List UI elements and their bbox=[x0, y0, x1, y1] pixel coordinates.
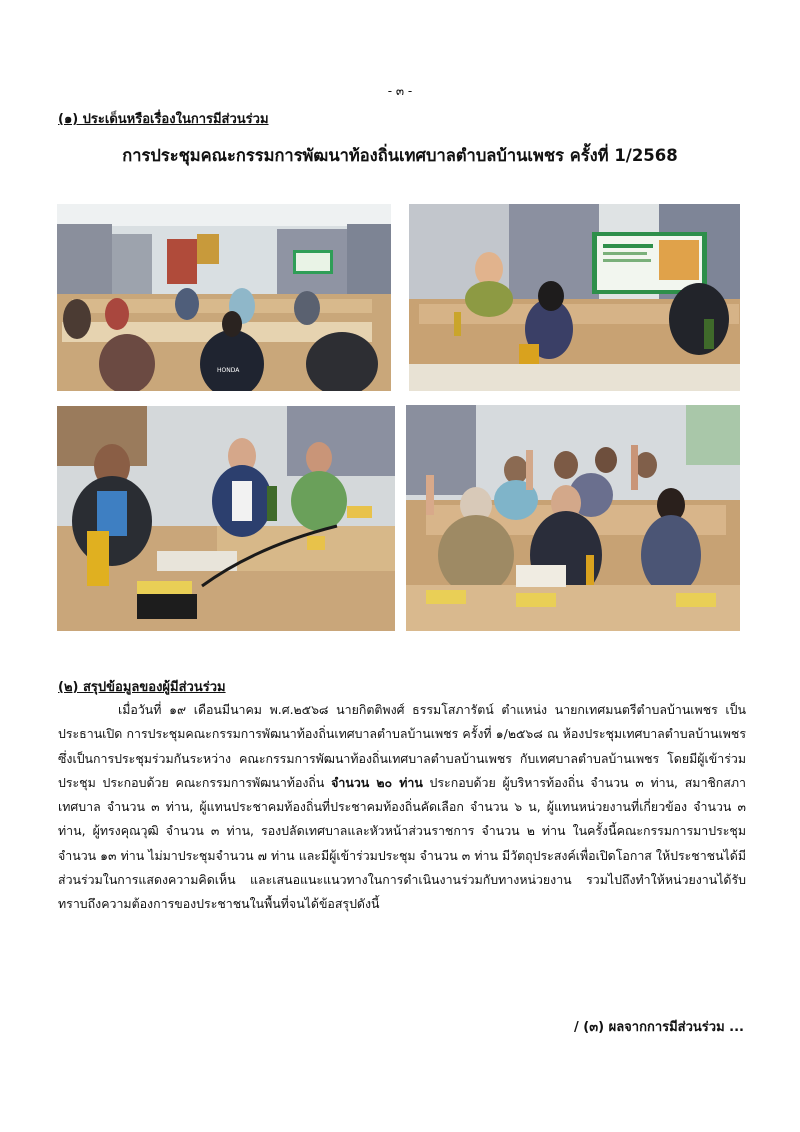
page-number: - ๓ - bbox=[387, 84, 413, 98]
section-2-heading: (๒) สรุปข้อมูลของผู้มีส่วนร่วม bbox=[58, 680, 226, 695]
summary-text-part2: ประกอบด้วย ผู้บริหารท้องถิ่น จำนวน ๓ ท่าน, สมาชิกสภาเทศบาล จำนวน ๓ ท่าน, ผู้แทนประชาคมท้องถิ่นที่ประชาคมท้องถิ่นคัดเลือก จำนวน ๖ น, ผู้แทนหน่วยงานที่เกี่ยวข้อง จำนวน ๓ ท่าน, ผู้ทรงคุณวุฒิ จำนวน ๓ ท่าน, รองปลัดเทศบาลและหัวหน้าส่วนราชการ จำนวน ๒ ท่าน ในครั้งนี้คณะกรรมการมาประชุม จำนวน ๑๓ ท่าน ไม่มาประชุมจำนวน ๗ ท่าน และมีผู้เข้าร่วมประชุม จำนวน ๓ ท่าน มีวัตถุประสงค์เพื่อเปิดโอกาส ให้ประชาชนได้มีส่วนร่วมในการแสดงความคิดเห็น และเสนอแนะแนวทางในการดำเนินงานร่วมกับทางหน่วยงาน รวมไปถึงทำให้หน่วยงานได้รับทราบถึงความต้องการของประชาชนในพื้นที่จนได้ข้อสรุปดังนี้ bbox=[58, 774, 746, 912]
shirt-label: HONDA bbox=[217, 367, 240, 374]
summary-committee-count: จำนวน ๒๐ ท่าน bbox=[331, 774, 423, 790]
meeting-photo-room-overview bbox=[57, 204, 391, 391]
meeting-photo-voting bbox=[406, 405, 740, 631]
participant-summary-paragraph bbox=[58, 698, 746, 917]
continuation-marker: / (๓) ผลจากการมีส่วนร่วม ... bbox=[574, 1020, 744, 1035]
meeting-photo-members bbox=[57, 406, 395, 631]
summary-text-part1: เมื่อวันที่ ๑๙ เดือนมีนาคม พ.ศ.๒๕๖๘ นายกิตติพงศ์ ธรรมโสภารัตน์ ตำแหน่ง นายกเทศมนตรีตำบลบ้านเพชร เป็นประธานเปิด การประชุมคณะกรรมการพัฒนาท้องถิ่นเทศบาลตำบลบ้านเพชร ครั้งที่ ๑/๒๕๖๘ ณ ห้องประชุมเทศบาลตำบลบ้านเพชร ซึ่งเป็นการประชุมร่วมกันระหว่าง คณะกรรมการพัฒนาท้องถิ่นเทศบาลตำบลบ้านเพชร กับเทศบาลตำบลบ้านเพชร โดยมีผู้เข้าร่วมประชุม ประกอบด้วย คณะกรรมการพัฒนาท้องถิ่น bbox=[58, 702, 746, 790]
section-1-heading: (๑) ประเด็นหรือเรื่องในการมีส่วนร่วม bbox=[58, 112, 269, 127]
meeting-title: การประชุมคณะกรรมการพัฒนาท้องถิ่นเทศบาลตำบลบ้านเพชร ครั้งที่ 1/2568 bbox=[122, 146, 678, 165]
meeting-photo-chairman bbox=[409, 204, 740, 391]
